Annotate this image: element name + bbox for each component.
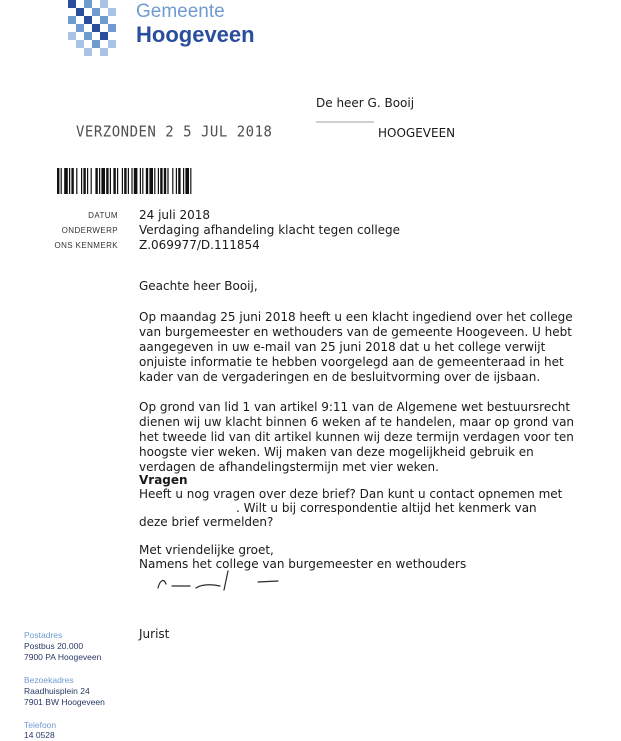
sent-stamp: VERZONDEN 2 5 JUL 2018 [76,123,273,141]
paragraph-2-line: verdagen de afhandelingstermijn met vier weken. [139,460,439,474]
questions-heading: Vragen [139,473,188,487]
closing-line: Met vriendelijke groet, [139,543,274,557]
footer-label-postadres: Postadres [24,630,63,640]
footer-value-postadres: 7900 PA Hoogeveen [24,652,102,662]
signatory-title: Jurist [139,627,170,641]
salutation: Geachte heer Booij, [139,279,258,293]
gemeente-logo-icon [66,0,122,62]
paragraph-1-line: kader van de vergaderingen en de besluitvorming over de ijsbaan. [139,370,541,384]
addressee-city: HOOGEVEEN [378,126,456,140]
signature-icon [150,566,290,596]
paragraph-1-line: Op maandag 25 juni 2018 heeft u een klacht ingediend over het college [139,310,573,324]
paragraph-2-line: dienen wij uw klacht binnen 6 weken af te handelen, maar op grond van [139,415,575,429]
addressee-name: De heer G. Booij [316,96,415,110]
barcode-icon [57,168,239,194]
meta-label-kenmerk: ONS KENMERK [54,241,118,250]
footer-value-bezoekadres: Raadhuisplein 24 [24,686,90,696]
logo-line-hoogeveen: Hoogeveen [136,22,255,47]
paragraph-1-line: aangegeven in uw e-mail van 25 juni 2018 dat u het college verwijt [139,340,546,354]
paragraph-1-line: onjuiste informatie te hebben voorgelegd aan de gemeenteraad in het [139,355,564,369]
footer-value-postadres: Postbus 20.000 [24,641,84,651]
paragraph-2-line: het tweede lid van dit artikel kunnen wij deze termijn verdagen voor ten [139,430,574,444]
questions-line: Heeft u nog vragen over deze brief? Dan kunt u contact opnemen met [139,487,563,501]
footer-label-telefoon: Telefoon [24,720,57,730]
footer-value-telefoon: 14 0528 [24,730,55,740]
redaction-mark [316,121,374,123]
paragraph-2-line: Op grond van lid 1 van artikel 9:11 van de Algemene wet bestuursrecht [139,400,571,414]
meta-label-onderwerp: ONDERWERP [61,226,118,235]
paragraph-1-line: van burgemeester en wethouders van de gemeente Hoogeveen. U hebt [139,325,572,339]
meta-value-datum: 24 juli 2018 [139,208,211,222]
paragraph-2-line: hoogste vier weken. Wij maken van deze mogelijkheid gebruik en [139,445,534,459]
meta-label-datum: DATUM [88,211,118,220]
logo-wordmark [136,2,255,46]
footer-value-bezoekadres: 7901 BW Hoogeveen [24,697,105,707]
questions-line: deze brief vermelden? [139,515,274,529]
questions-line: . Wilt u bij correspondentie altijd het kenmerk van [236,501,537,515]
meta-value-kenmerk: Z.069977/D.111854 [139,238,260,252]
meta-value-onderwerp: Verdaging afhandeling klacht tegen college [139,223,401,237]
logo-line-gemeente: Gemeente [136,1,225,22]
closing-line: Namens het college van burgemeester en wethouders [139,557,467,571]
footer-label-bezoekadres: Bezoekadres [24,675,74,685]
